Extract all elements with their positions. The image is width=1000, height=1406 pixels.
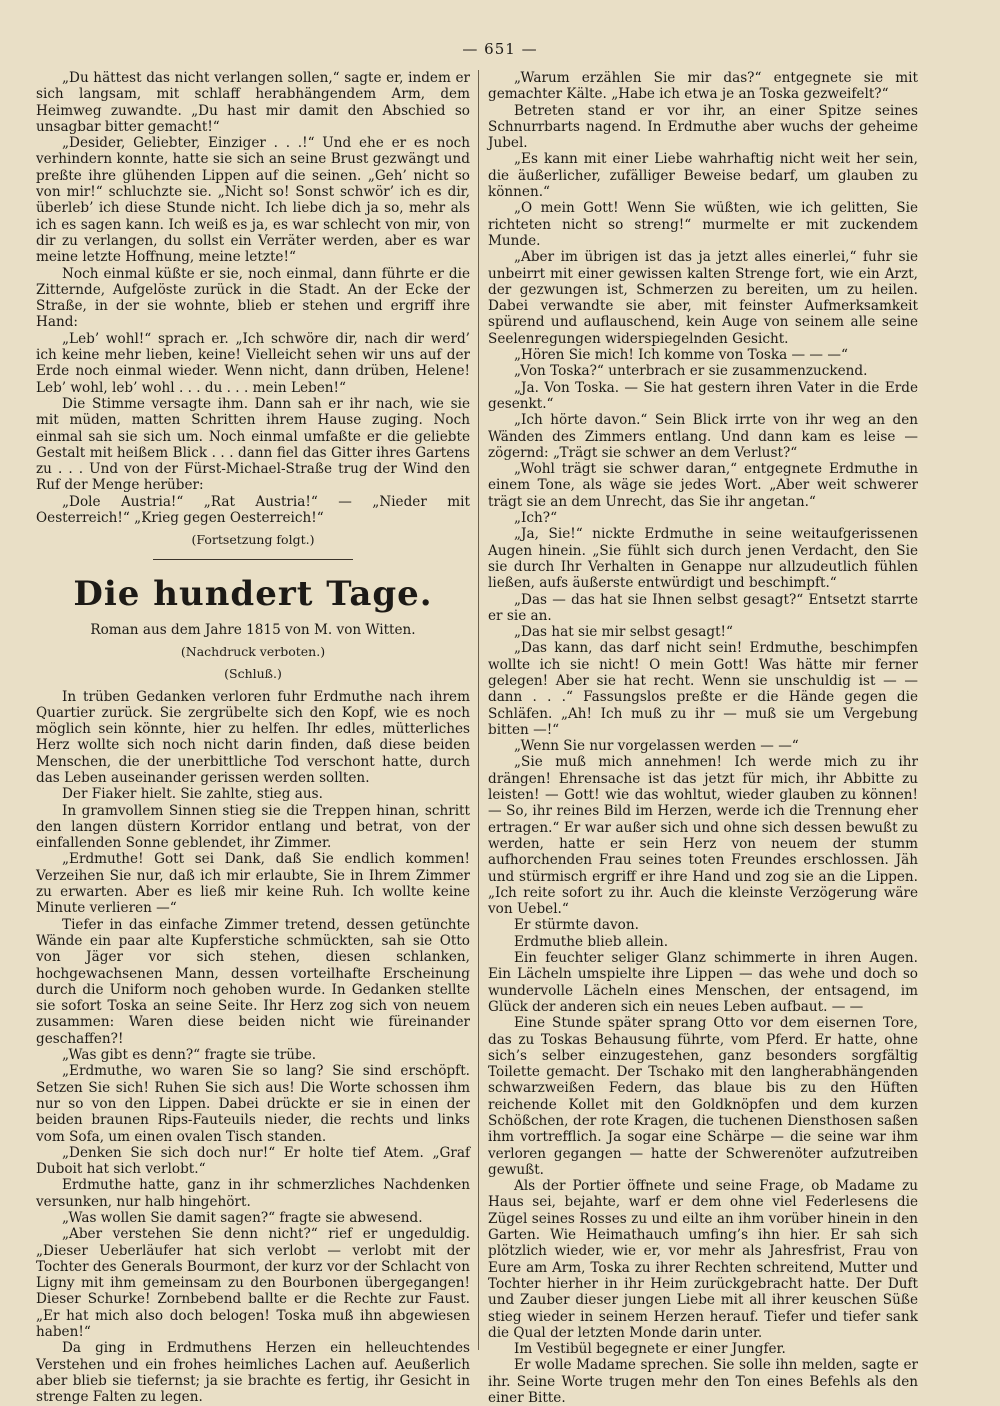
paragraph: In trüben Gedanken verloren fuhr Erdmuthe nach ihrem Quartier zurück. Sie zergrübelte sich den Kopf, wie es noch möglich sein könnte, hier zu helfen. Ihr edles, mütterliches Herz wollte sich noch nicht darin finden, daß diese beiden Menschen, die der unerbittliche Tod verschont hatte, durch das Leben auseinander gerissen werden sollten. <box>36 688 470 786</box>
paragraph: „Wohl trägt sie schwer daran,“ entgegnete Erdmuthe in einem Tone, als wäge sie jedes Wort. „Aber weit schwerer trägt sie an dem Unrecht, das Sie ihr angetan.“ <box>488 461 918 510</box>
paragraph: Im Vestibül begegnete er einer Jungfer. <box>514 1341 786 1358</box>
paragraph: Die Stimme versagte ihm. Dann sah er ihr nach, wie sie mit müden, matten Schritten ihrem Hause zuging. Noch einmal sah sie sich um. Noch einmal umfaßte er die geliebte Gestalt mit heißem Blick . . . dann fiel das Gitter ihres Gartens zu . . . Und von der Fürst-Michael-Straße trug der Wind den Ruf der Menge herüber: <box>36 395 470 494</box>
paragraph: „Das kann, das darf nicht sein! Erdmuthe, beschimpfen wollte ich sie nicht! O mein Gott! Was hätte mir ferner gelegen! Aber sie hat recht. Wenn sie unschuldig ist — — dann . . .“ Fassungslos preßte er die Hände gegen die Schläfen. „Ah! Ich muß zu ihr — muß sie um Vergebung bitten —!“ <box>488 640 918 738</box>
paragraph: „Erdmuthe! Gott sei Dank, daß Sie endlich kommen! Verzeihen Sie nur, daß ich mir erlaubte, Sie in Ihrem Zimmer zu erwarten. Aber es ließ mir keine Ruh. Ich wollte keine Minute verlieren —“ <box>36 851 470 917</box>
paragraph: Er wolle Madame sprechen. Sie solle ihn melden, sagte er ihr. Seine Worte trugen mehr den Ton eines Befehls als den einer Bitte. <box>488 1357 918 1406</box>
paragraph: „Denken Sie sich doch nur!“ Er holte tief Atem. „Graf Duboit hat sich verlobt.“ <box>36 1144 470 1178</box>
paragraph: „Von Toska?“ unterbrach er sie zusammenzuckend. <box>514 363 868 380</box>
paragraph: Der Fiaker hielt. Sie zahlte, stieg aus. <box>62 786 323 803</box>
paragraph: Tiefer in das einfache Zimmer tretend, dessen getünchte Wände ein paar alte Kupferstiche schmückten, sah sie Otto von Jäger vor sich stehen, diesen schlanken, hochgewachsenen Mann, dessen vorteilhafte Erscheinung durch die Uniform noch gehoben wurde. In Gedanken stellte sie sofort Toska an seine Seite. Ihr Herz zog sich von neuem zusammen: Waren diese beiden nicht wie füreinander geschaffen?! <box>36 916 470 1047</box>
reprint-note: (Nachdruck verboten.) <box>180 643 326 659</box>
paragraph: Erdmuthe hatte, ganz in ihr schmerzliches Nachdenken versunken, nur halb hingehört. <box>36 1177 470 1210</box>
paragraph: „Ich?“ <box>514 510 558 527</box>
paragraph: „Leb’ wohl!“ sprach er. „Ich schwöre dir, nach dir werd’ ich keine mehr lieben, keine! Vielleicht sehen wir uns auf der Erde noch einmal wieder. Wenn nicht, dann drüben, Helene! Leb’ wohl, leb’ wohl . . . du . . . mein Leben!“ <box>36 330 470 396</box>
paragraph: „Du hättest das nicht verlangen sollen,“ sagte er, indem er sich langsam, mit schlaff herabhängendem Arm, dem Heimweg zuwandte. „Du hast mir damit den Abschied so unsagbar bitter gemacht!“ <box>36 70 470 135</box>
continuation-note: (Fortsetzung folgt.) <box>191 532 315 548</box>
paragraph: „Desider, Geliebter, Einziger . . .!“ Und ehe er es noch verhindern konnte, hatte sie sich an seine Brust gezwängt und preßte ihre glühenden Lippen auf die seinen. „Geh’ nicht so von mir!“ schluchzte sie. „Nicht so! Sonst schwör’ ich es dir, überleb’ ich diese Stunde nicht. Ich liebe dich ja so, mehr als ich es sagen kann. Ich weiß es ja, es war schlecht von mir, von dir zu verlangen, du sollst ein Verräter werden, aber es war meine letzte Hoffnung, meine letzte!“ <box>36 135 470 266</box>
paragraph: „Das — das hat sie Ihnen selbst gesagt?“ Entsetzt starrte er sie an. <box>488 591 918 624</box>
paragraph: Noch einmal küßte er sie, noch einmal, dann führte er die Zitternde, Aufgelöste zurück in die Stadt. An der Ecke der Straße, in der sie wohnte, blieb er stehen und ergriff ihre Hand: <box>36 265 470 331</box>
paragraph: „Warum erzählen Sie mir das?“ entgegnete sie mit gemachter Kälte. „Habe ich etwa je an Toska gezweifelt?“ <box>488 70 918 103</box>
story-title: Die hundert Tage. <box>73 573 433 614</box>
paragraph: „Hören Sie mich! Ich komme von Toska — — —“ <box>514 347 848 364</box>
paragraph: „Ja. Von Toska. — Sie hat gestern ihren Vater in die Erde gesenkt.“ <box>488 379 918 412</box>
paragraph: „Es kann mit einer Liebe wahrhaftig nicht weit her sein, die äußerlicher, zufälliger Beweise bedarf, um glauben zu können.“ <box>488 151 918 201</box>
paragraph: „Dole Austria!“ „Rat Austria!“ — „Nieder mit Oesterreich!“ „Krieg gegen Oesterreich!“ <box>36 493 470 527</box>
paragraph: Er stürmte davon. <box>514 917 639 934</box>
section-note: (Schluß.) <box>224 666 282 682</box>
byline: Roman aus dem Jahre 1815 von M. von Witten. <box>90 621 416 638</box>
paragraph: „Aber verstehen Sie denn nicht?“ rief er ungeduldig. „Dieser Ueberläufer hat sich verlobt — verlobt mit der Tochter des Generals Bourmont, der kurz vor der Schlacht von Ligny mit ihm gemeinsam zu den Bourbonen übergegangen! Dieser Schurke! Zornbebend ballte er die Rechte zur Faust. „Er hat mich also doch belogen! Toska muß ihn abgewiesen haben!“ <box>36 1226 470 1341</box>
paragraph: Erdmuthe blieb allein. <box>514 933 669 950</box>
paragraph: „Ich hörte davon.“ Sein Blick irrte von ihr weg an den Wänden des Zimmers entlang. Und dann kam es leise — zögernd: „Trägt sie schwer an dem Verlust?“ <box>488 412 918 461</box>
paragraph: „Wenn Sie nur vorgelassen werden — —“ <box>514 738 799 755</box>
paragraph: „Sie muß mich annehmen! Ich werde mich zu ihr drängen! Ehrensache ist das jetzt für mich, ihr Abbitte zu leisten! — Gott! wie das wohltut, wieder glauben zu können! — So, ihr reines Bild im Herzen, werde ich die Trennung eher ertragen.“ Er war außer sich und ohne sich dessen bewußt zu werden, hatte er sein Herz von neuem der stumm aufhorchenden Frau seines toten Freundes erschlossen. Jäh und stürmisch ergriff er ihre Hand und zog sie an die Lippen. „Ich reite sofort zu ihr. Auch die kleinste Verzögerung wäre von Uebel.“ <box>488 754 918 918</box>
paragraph: „Das hat sie mir selbst gesagt!“ <box>514 624 733 641</box>
paragraph: Als der Portier öffnete und seine Frage, ob Madame zu Haus sei, bejahte, warf er dem ohne viel Federlesens die Zügel seines Rosses zu und eilte an ihm vorüber hinein in den Garten. Wie Heimathauch umfing’s ihn hier. Er sah sich plötzlich wieder, wie er, vor mehr als Jahresfrist, Frau von Eure am Arm, Toska zu ihrer Rechten schreitend, Mutter und Tochter hierher in ihr Heim zurückgebracht hatte. Der Duft und Zauber dieser jungen Liebe mit all ihrer keuschen Süße stieg wieder in seinem Herzen herauf. Tiefer und tiefer sank die Qual der letzten Monde darin unter. <box>488 1178 918 1341</box>
right-column <box>488 70 918 1406</box>
paragraph: „Was wollen Sie damit sagen?“ fragte sie abwesend. <box>62 1210 423 1226</box>
paragraph: Ein feuchter seliger Glanz schimmerte in ihren Augen. Ein Lächeln umspielte ihre Lippen — das wehe und doch so wundervolle Lächeln eines Menschen, der entsagend, im Glück der anderen sich ein neues Leben aufbaut. — — <box>488 950 918 1015</box>
paragraph: In gramvollem Sinnen stieg sie die Treppen hinan, schritt den langen düstern Korridor entlang und betrat, von der einfallenden Sonne geblendet, ihr Zimmer. <box>36 802 470 852</box>
paragraph: Da ging in Erdmuthens Herzen ein helleuchtendes Verstehen und ein frohes heimliches Lachen auf. Aeußerlich aber blieb sie tiefernst; ja sie brachte es fertig, ihr Gesicht in strenge Falten zu legen. <box>36 1340 470 1406</box>
page-number: — 651 — <box>462 40 538 58</box>
paragraph: „Erdmuthe, wo waren Sie so lang? Sie sind erschöpft. Setzen Sie sich! Ruhen Sie sich aus! Die Worte schossen ihm nur so von den Lippen. Dabei drückte er sie in einen der beiden braunen Rips-Fauteuils nieder, die rechts und links vom Sofa, um einen ovalen Tisch standen. <box>36 1063 470 1145</box>
left-column <box>36 70 470 1406</box>
paragraph: „Aber im übrigen ist das ja jetzt alles einerlei,“ fuhr sie unbeirrt mit einer gewissen kalten Strenge fort, wie ein Arzt, der gezwungen ist, Schmerzen zu bereiten, um zu heilen. Dabei verwandte sie aber, mit feinster Aufmerksamkeit spürend und auflauschend, kein Auge von seinem alle seine Seelenregungen widerspiegelnden Gesicht. <box>488 249 918 347</box>
paragraph: Betreten stand er vor ihr, an einer Spitze seines Schnurrbarts nagend. In Erdmuthe aber wuchs der geheime Jubel. <box>488 102 918 152</box>
paragraph: „Was gibt es denn?“ fragte sie trübe. <box>62 1047 317 1064</box>
section-divider <box>153 559 353 560</box>
column-rule <box>478 70 479 1350</box>
paragraph: „Ja, Sie!“ nickte Erdmuthe in seine weitaufgerissenen Augen hinein. „Sie fühlt sich durch jenen Verdacht, den Sie sie durch Ihr Verhalten in Genappe nur allzudeutlich fühlen ließen, aufs äußerste entwürdigt und beschimpft.“ <box>488 526 918 592</box>
paragraph: „O mein Gott! Wenn Sie wüßten, wie ich gelitten, Sie richteten nicht so streng!“ murmelte er mit zuckendem Munde. <box>488 200 918 249</box>
paragraph: Eine Stunde später sprang Otto vor dem eisernen Tore, das zu Toskas Behausung führte, vom Pferd. Er hatte, ohne sich’s selber einzugestehen, ganz besonders sorgfältig Toilette gemacht. Der Tschako mit den langherabhängenden schwarzweißen Federn, das blaue bis zu den Hüften reichende Kollet mit den Goldknöpfen und dem kurzen Schößchen, der rote Kragen, die tuchenen Diensthosen saßen ihm vortrefflich. Ja sogar eine Schärpe — die seine war ihm verloren gegangen — hatte der Schwerenöter aufzutreiben gewußt. <box>488 1015 918 1178</box>
